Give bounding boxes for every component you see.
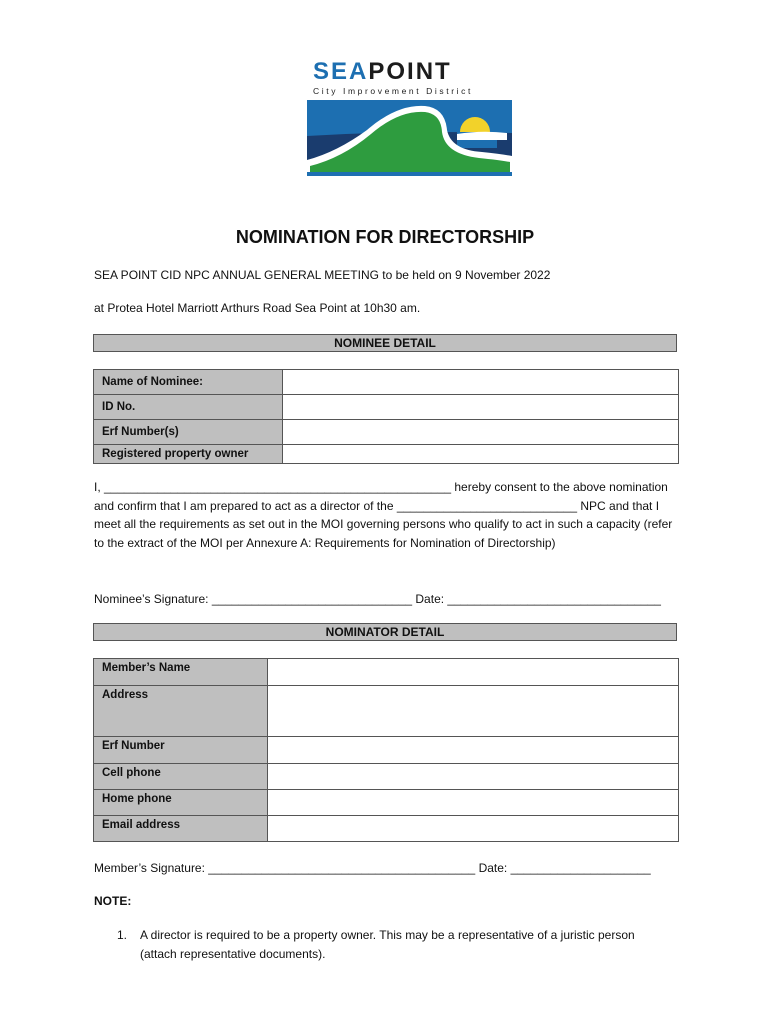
nominee-owner-field[interactable] (283, 445, 679, 464)
page-title: NOMINATION FOR DIRECTORSHIP (235, 227, 535, 247)
nominee-name-label: Name of Nominee: (94, 370, 283, 395)
logo-word-point: POINT (368, 58, 452, 85)
table-row (94, 395, 679, 420)
nominee-id-label: ID No. (94, 395, 283, 420)
nominee-signature-line: Nominee’s Signature: ______________________________ Date: ________________________________ (94, 592, 661, 606)
home-phone-field[interactable] (268, 790, 679, 816)
erf-number-field[interactable] (268, 737, 679, 764)
table-row (94, 686, 679, 737)
logo-word-sea: SEA (313, 58, 369, 85)
home-phone-label: Home phone (94, 790, 268, 816)
note-text: A director is required to be a property owner. This may be a representative of a juristic person (attach representative documents). (140, 928, 635, 961)
cell-phone-field[interactable] (268, 764, 679, 790)
logo-subtitle: City Improvement District (313, 86, 473, 96)
nominee-detail-header: NOMINEE DETAIL (93, 334, 677, 352)
nominee-owner-label: Registered property owner (94, 445, 283, 464)
nominee-id-field[interactable] (283, 395, 679, 420)
table-row (94, 370, 679, 395)
table-row (94, 790, 679, 816)
nominee-name-field[interactable] (283, 370, 679, 395)
table-row (94, 816, 679, 842)
consent-paragraph: I, ____________________________________________________ hereby consent to the above nomination and confirm that I am prepared to act as a director of the ___________________________ NPC and that I meet all the requirements as set out in the MOI governing persons who qualify to act in such a capacity (refer to the extract of the MOI per Annexure A: Requirements for Nomination of Directorship) (94, 480, 673, 550)
note-number: 1. (117, 928, 128, 942)
note-label: NOTE: (94, 894, 132, 908)
table-row (94, 445, 679, 464)
address-field[interactable] (268, 686, 679, 737)
table-row (94, 659, 679, 686)
email-label: Email address (94, 816, 268, 842)
nominee-erf-field[interactable] (283, 420, 679, 445)
venue-line: at Protea Hotel Marriott Arthurs Road Sea Point at 10h30 am. (94, 301, 421, 315)
sea-point-logo (307, 58, 512, 176)
member-name-label: Member’s Name (94, 659, 268, 686)
logo-title (313, 58, 452, 86)
address-label: Address (94, 686, 268, 737)
table-row (94, 764, 679, 790)
member-signature-line: Member’s Signature: ________________________________________ Date: _____________________ (94, 861, 651, 875)
member-name-field[interactable] (268, 659, 679, 686)
erf-number-label: Erf Number (94, 737, 268, 764)
table-row (94, 420, 679, 445)
meeting-line: SEA POINT CID NPC ANNUAL GENERAL MEETING to be held on 9 November 2022 (94, 268, 551, 282)
cell-phone-label: Cell phone (94, 764, 268, 790)
nominator-detail-header: NOMINATOR DETAIL (93, 623, 677, 641)
nominee-detail-table (93, 369, 679, 464)
table-row (94, 737, 679, 764)
email-field[interactable] (268, 816, 679, 842)
nominee-erf-label: Erf Number(s) (94, 420, 283, 445)
nominator-detail-table (93, 658, 679, 842)
logo-landscape-icon (307, 100, 512, 176)
